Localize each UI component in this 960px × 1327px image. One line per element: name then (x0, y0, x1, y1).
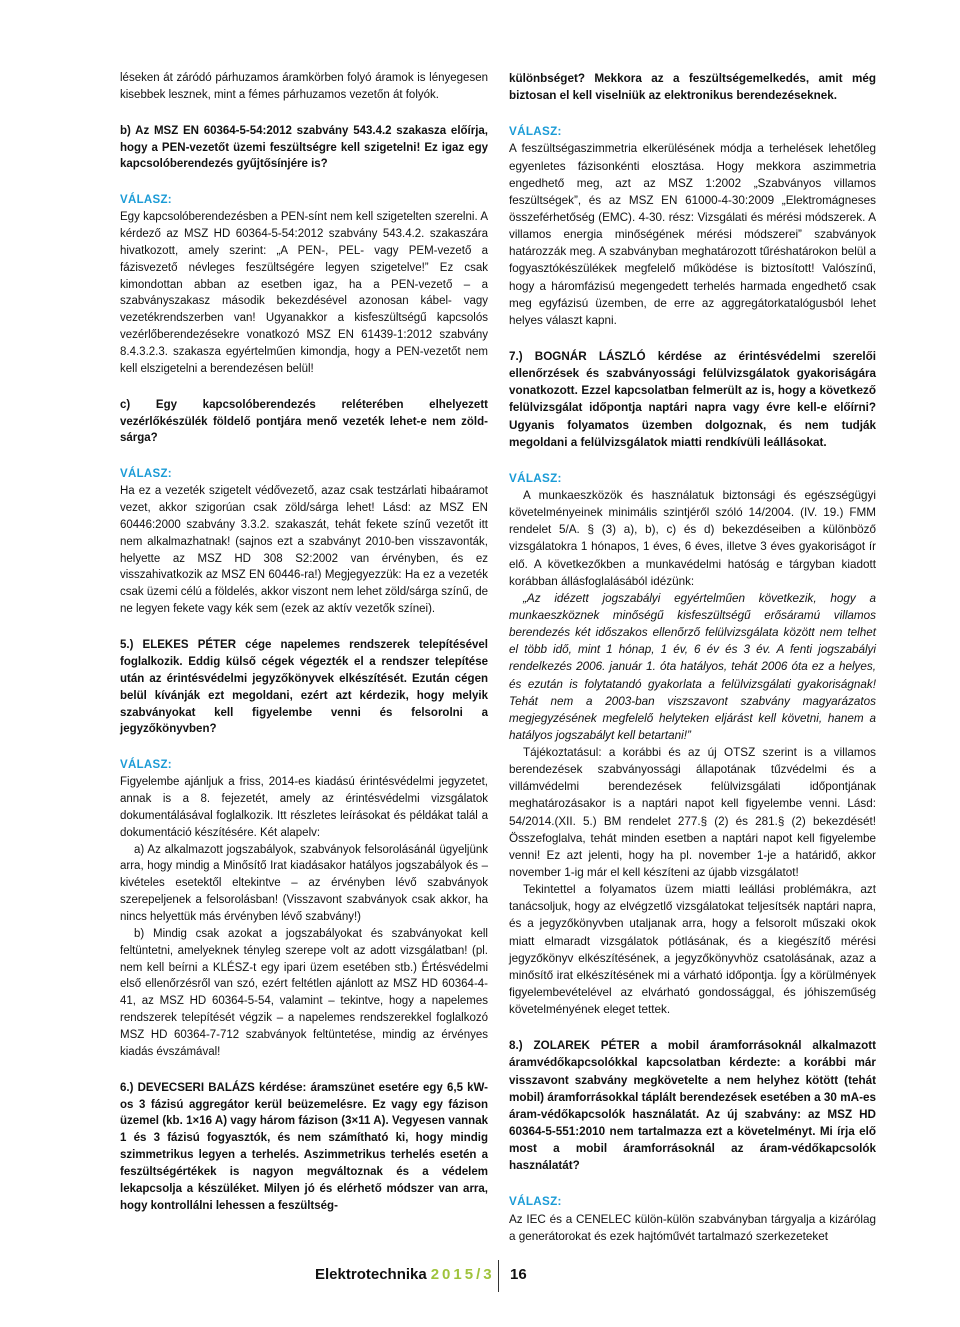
question-paragraph: 6.) DEVECSERI BALÁZS kérdése: áramszünet esetére egy 6,5 kW-os 3 fázisú aggregátor kerül beüzemelésre. Ez vagy egy fázison üzemel (kb. 1×16 A) vagy három fázison (3×11 A). Vegyesen vannak 1 és 3 fázisú fogyasztók, és nem számítható ki, hogy mindig szimmetrikus legyen a terhelés. Aszimmetrikus terhelés esetén a feszültségértékek is nagyon megváltoznak és a védelem lekapcsolja a készüléket. Milyen jó és elérhető módszer van arra, hogy kontrollálni lehessen a feszültség- (120, 1081, 488, 1212)
answer-heading: VÁLASZ: (509, 471, 562, 485)
paragraph-gap (120, 104, 488, 123)
right-column (509, 70, 876, 1245)
body-paragraph: Egy kapcsolóberendezésben a PEN-sínt nem kell szigetelten szerelni. A kérdező az MSZ HD 60364-5-54:2012 szabvány 543.4.2. szakaszára hivatkozott, amely szerint: „A PEN-, PEL- vagy PEM-vezető a fázisvezető névleges feszültségére legyen szigetelve!” Ez csak kimondottan abban az esetben igaz, ha a PEN-vezető – a szabványszakasz második bekezdésével azonosan kábel- vagy vezetékrendszerben van! Ugyanakkor a kisfeszültségű kapcsolós vezérlőberendezésekre vonatkozó MSZ EN 61439-1:2012 szabvány 8.4.3.2.3. szakasza egyértelműen kimondja, hogy a PEN-vezetőt nem kell elszigetelni a berendezésen belül! (120, 211, 488, 375)
paragraph-gap (120, 447, 488, 466)
answer-heading: VÁLASZ: (120, 468, 172, 481)
footer-divider (498, 1260, 499, 1292)
year-issue: 2015/3 (430, 1266, 495, 1283)
question-paragraph: 5.) ELEKES PÉTER cége napelemes rendszerek telepítésével foglalkozik. Eddig külső cégek végezték el a rendszer telepítése után az érintésvédelmi jegyzőkönyvek elkészítését. Ezután cégen belül kívánják ezt megoldani, ezért azt kérdezik, hogy melyik szabványokat kell figyelembe venni és felsorolni a jegyzőkönyvben? (120, 639, 488, 736)
paragraph-gap (509, 1018, 876, 1037)
paragraph-gap (120, 618, 488, 637)
body-paragraph: b) Mindig csak azokat a jogszabályokat és szabványokat kell feltüntetni, amelyeknek tényleg szerepe volt az adott vizsgálatban! (pl. nem kell beírni a KLÉSZ-t egy ipari üzem esetében stb.) Értésvédelmi első ellenőrzésről van szó, ezért feltétlen ajánlott az MSZ HD 60364-4-41, az MSZ HD 60364-5-54, valamint – tekintve, hogy a napelemes rendszerek telepítését végzik – a napelemes rendszerekkel foglalkozó MSZ HD 60364-7-712 szabványok feltüntetése, mindig az érvényes kiadás évszámával! (120, 927, 488, 1058)
question-paragraph: 7.) BOGNÁR LÁSZLÓ kérdése az érintésvédelmi szerelői ellenőrzések és szabványossági felülvizsgálatok gyakoriságára vonatkozott. Ezzel kapcsolatban felmerült az is, hogy a következő felülvizsgálat időpontja naptári napra vagy évre kell-e előírni? Ugyanis folyamatos üzemben dolgoznak, és nem tudják megoldani a felülvizsgálatok miatti rendkívüli leállásokat. (509, 349, 876, 449)
body-paragraph: léseken át záródó párhuzamos áramkörben folyó áramok is lényegesen kisebbek lesznek, mint a fémes párhuzamos vezetőn át folyók. (120, 72, 488, 101)
body-paragraph: „Az idézett jogszabályi egyértelműen következik, hogy a munkaeszköznek minőségű kisfeszültségű erősáramú villamos berendezés két időszakos ellenőrző felülvizsgálata között nem telhet el több idő, mint 1 hónap, 1 év, 6 év és 3 év. A fenti jogszabályi rendelkezés 2006. január 1. óta hatályos, tehát 2006 óta ez a helyes, és ezután is folytatandó gyakorlata a felülvizsgálati gyakoriságnak! Tehát nem a 2003-ban viszszavont szabvány magyarázatos megjegyzésének megfelelő helyteken eljárást kell követni, hanem a hatályos jogszabályt kell betartani!” (509, 591, 876, 742)
body-paragraph: Tájékoztatásul: a korábbi és az új OTSZ szerint is a villamos berendezések szabványossági állapotának tűzvédelmi és a villámvédelmi berendezések felülvizsgálati időpontjának meghatározásakor is a naptári napot kell figyelembe venni. Lásd: 54/2014.(XII. 5.) BM rendelet 277.§ (2) és 281.§ (2) bekezdését! Összefoglalva, tehát minden esetben a naptári napot kell figyelembe venni! Ez azt jelenti, hogy ha pl. november 1-je a határidő, akkor november 1-ig már el kell készíteni az újabb vizsgálatot! (509, 746, 876, 880)
body-paragraph: a) Az alkalmazott jogszabályok, szabványok felsorolásánál ügyeljünk arra, hogy mindig a Minősítő Irat kiadásakor hatályos jogszabályok és – kivételes esetektől eltekintve – az érvényben lévő szabványok szerepeljenek a felsorolásban! (Visszavont szabványok csak akkor, ha nincs helyettük más érvényben lévő szabvány!) (120, 843, 488, 923)
body-paragraph: Ha ez a vezeték szigetelt védővezető, azaz csak testzárlati hibaáramot vezet, akkor szigorúan csak zöld/sárga lehet! Lásd: az MSZ EN 60446:2000 szabvány 3.3.2. szakaszát, tehát fekete színű vezetőt itt nem alkalmazhatnak! (sajnos ezt a szabványt 2010-ben visszavonták, helyette az MSZ HD 308 S2:2002 van érvényben, és ez visszahivatkozik az MSZ EN 60446-ra!) Megjegyezzük: Ha ez a vezeték csak üzemi célú a földelés, akkor viszont nem lehet zöld/sárga színű, de ne legyen fekete vagy kék sem (ezek az aktív vezetők színei). (120, 485, 488, 616)
paragraph-gap (120, 173, 488, 192)
answer-heading: VÁLASZ: (120, 194, 172, 207)
question-paragraph: b) Az MSZ EN 60364-5-54:2012 szabvány 543.4.2 szakasza előírja, hogy a PEN-vezetőt üzemi feszültségre kell szigetelni! Ez igaz egy kapcsolóberendezés gyűjtősínjére is? (120, 124, 488, 171)
question-paragraph: különbséget? Mekkora az a feszültségemelkedés, amit még biztosan el kell viselniük az elektronikus berendezéseknek. (509, 72, 876, 103)
paragraph-gap (509, 1174, 876, 1193)
answer-heading: VÁLASZ: (509, 1195, 562, 1209)
paragraph-gap (509, 451, 876, 470)
paragraph-gap (120, 378, 488, 397)
body-paragraph: Az IEC és a CENELEC külön-külön szabványban tárgyalja a kizárólag a generátorokat és ezek hajtóművét tartalmazó szerkezeteket (509, 1212, 876, 1243)
answer-heading: VÁLASZ: (509, 125, 562, 139)
page-number: 16 (510, 1266, 527, 1283)
paragraph-gap (120, 738, 488, 757)
paragraph-gap (509, 104, 876, 123)
paragraph-gap (509, 329, 876, 348)
paragraph-gap (120, 1061, 488, 1080)
answer-heading: VÁLASZ: (120, 759, 172, 772)
magazine-title (315, 1266, 495, 1283)
left-column (120, 70, 488, 1215)
page-footer (0, 1266, 960, 1296)
body-paragraph: Tekintettel a folyamatos üzem miatti leállási problémákra, azt tanácsoljuk, hogy az elvégzetlő vizsgálatokat teljesítsék naptári napra, és a jegyzőkönyvben utaljanak arra, hogy a felsorolt műszaki okok miatt elmaradt vizsgálatok pótlásának, és a kiegészítő mérési jegyzőkönyv elkészítésének, a jegyzőkönyvhöz csatolásának, azaz a minősítő irat elkészítésének mi a várható időpontja. Így a körülmények figyelembevételével az elvárható gondossággal, és jóhiszeműség követelményének eleget tettek. (509, 883, 876, 1017)
question-paragraph: c) Egy kapcsolóberendezés reléterében elhelyezett vezérlőkészülék földelő pontjára menő vezeték lehet-e nem zöld-sárga? (120, 398, 488, 445)
body-paragraph: A feszültségaszimmetria elkerülésének módja a terhelések lehetőleg egyenletes fázisonkénti elosztása. Hogy mekkora aszimmetria engedhető meg, azt az MSZ 1:2002 „Szabványos villamos feszültségek”, és az MSZ EN 61000-4-30:2009 „Elektromágneses összeférhetőség (EMC). 4-30. rész: Vizsgálati és mérési módszerek. A villamos energia minőségének mérési módszerei” szabványok határozzák meg. A szabványban meghatározott tűréshatárokon belül a fogyasztókészülékek megfelelő működése is biztosított! Valószínű, hogy a háromfázisú megengedett terhelés harmada engedhető csak meg egyfázisú üzemben, de erre az aggregátorkatalógusból lehet helyes választ kapni. (509, 142, 876, 327)
magazine-name: Elektrotechnika (315, 1266, 427, 1283)
body-paragraph: Figyelembe ajánljuk a friss, 2014-es kiadású érintésvédelmi jegyzetet, annak is a 8. fejezetét, amely az érintésvédelmi vizsgálatok dokumentálásával foglalkozik. Itt részletes leírásokat és példákat talál a dokumentáció készítésére. Két alapelv: (120, 776, 488, 839)
question-paragraph: 8.) ZOLAREK PÉTER a mobil áramforrásoknál alkalmazott áramvédőkapcsolókkal kapcsolatban kérdezte: a korábbi már visszavont szabvány megkövetelte a nem helyhez kötött (tehát mobil) áramforrásokkal táplált berendezések esetében a 30 mA-es áram-védőkapcsolók használatát. Az új szabvány: az MSZ HD 60364-5-551:2010 nem tartalmazza ezt a követelményt. Mi írja elő most a mobil áramforrásoknál az áram-védőkapcsolók használatát? (509, 1039, 876, 1173)
body-paragraph: A munkaeszközök és használatuk biztonsági és egészségügyi követelményeinek minimális szintjéről szóló 14/2004. (IV. 19.) FMM rendelet 5/A. § (3) a), b), c) és d) bekezdéseiben a különböző vizsgálatokra 1 hónapos, 1 éves, 6 éves, illetve 3 éves gyakoriságot ír elő. A következőkben a munkavédelmi hatóság e tárgyban kiadott korábban állásfoglalásából idézünk: (509, 488, 876, 588)
